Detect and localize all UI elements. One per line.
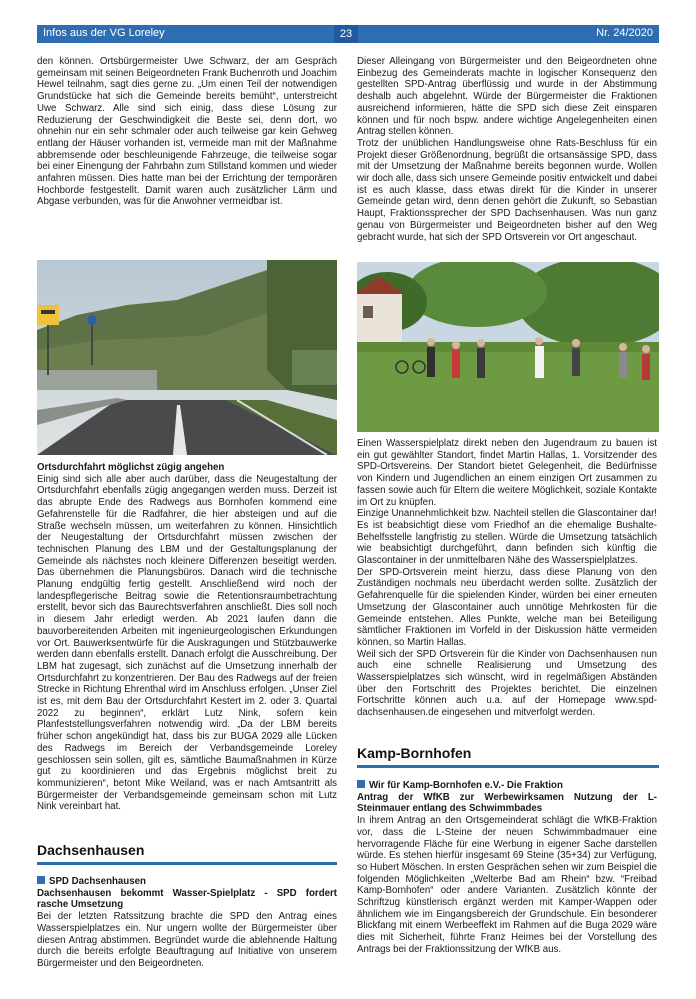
header-publication: Infos aus der VG Loreley [43, 27, 165, 39]
right-article-bottom [357, 438, 657, 719]
paragraph: Trotz der unüblichen Handlungsweise ohne Rats-Beschluss für ein Projekt dieser Größenordnung, begrüßt die ortsansässige SPD, dass mit der Umsetzung der Maßnahme bereits begonnen wurde. Wollen wir doch alle, dass sich unsere Gemeinde positiv entwickelt und dabei ist es auch klasse, dass etwas direkt für die Kinder in unserer Gemeinde getan wird, denn denen gehört die Zukunft, so Sebastian Haupt, Fraktionssprecher der SPD Dachsenhausen. Was nun ganz genau von Bürgermeister und Beigeordneten bisher auf den Weg gebracht wurde, hat sich der SPD Ortsverein vor Ort angeschaut. [357, 137, 657, 243]
group-photo [357, 262, 659, 432]
paragraph: Einzige Unannehmlichkeit bzw. Nachteil stellen die Glascontainer dar! Es ist beabsichtigt diese vom Friedhof an die ehemalige Bushalte-Behelfsstelle langfristig zu stellen. Würde die Umsetzung tatsächlich wie beabsichtigt durchgeführt, dann befinden sich künftig die Glascontainer in der unmittelbaren Nähe des Wasserspielplatzes. [357, 508, 657, 567]
paragraph: den können. Ortsbürgermeister Uwe Schwarz, der am Gespräch gemeinsam mit seinen Beigeordneten Frank Buchenroth und Joachim Hewel teilnahm, sagt dies gerne zu. „Um einen Teil der notwendigen Grundstücke hat sich die Gemeinde bereits bemüht“, unterstreicht Uwe Schwarz. Alle sind sich einig, dass diese Lösung zur Reduzierung der Geschwindigkeit die Beste sei, denn dort, wo ohnehin nur ein sehr schmaler oder auch teilweise gar kein Gehweg entlang der Häuser vorhanden ist, vermeide man mit der Maßnahme abbremsende oder beschleunigende Fahrzeuge, die teilweise sogar bei einer Einengung der Fahrbahn zum Stillstand kommen und wieder anfahren müssen. Dies hatte man bei der Errichtung der temporären Hochborde festgestellt. Damit waren auch zusätzlicher Lärm und Abgase verbunden, was für die Anwohner vermeidbar ist. [37, 56, 337, 208]
bullet-square-icon [37, 876, 45, 884]
paragraph: Der SPD-Ortsverein meint hierzu, dass diese Planung von den Zuständigen nochmals neu überdacht werden sollte. Zusätzlich der Gefahrenquelle für die spielenden Kinder, würden bei einer erneuten Umsetzung der Glascontainer auch unnötige Mehrkosten für die Gemeinde entstehen. Alles Punkte, welche man bei Beteiligung sämtlicher Fraktionen im Vorfeld in der Diskussion hätte vermeiden können, so Martin Hallas. [357, 566, 657, 648]
bullet-square-icon [357, 780, 365, 788]
section-rule [37, 862, 337, 865]
article-title: Antrag der WfKB zur Werbewirksamen Nutzung der L-Steinmauer entlang des Schwimmbades [357, 791, 657, 815]
road-photo [37, 260, 337, 455]
left-article-top [37, 56, 337, 208]
section-title-kamp-bornhofen: Kamp-Bornhofen [357, 745, 472, 761]
article-title: Dachsenhausen bekommt Wasser-Spielplatz - SPD fordert rasche Umsetzung [37, 887, 337, 911]
section-rule [357, 765, 659, 768]
header-page-number: 23 [334, 25, 358, 43]
paragraph: Einig sind sich alle aber auch darüber, dass die Neugestaltung der Ortsdurchfahrt ebenfalls zügig angegangen werden muss. Derzeit ist das abrupte Ende des Radwegs aus Bornhofen kommend eine Gefahrenstelle für die Radfahrer, die hier absteigen und auf die Straße wechseln müssen, um weiterfahren zu können. Hinsichtlich der Neugestaltung der Ortsdurchfahrt müssen zwischen der technischen Planung des LBM und der Gestaltungsplanung der Gemeinde als nächstes noch kleinere Differenzen beseitigt werden. Das übernehmen die Planungsbüros. Danach wird die technische Planung endgültig fertig gestellt. Anschließend wird noch der landespflegerische Beitrag sowie die Retentionsraumbetrachtung erstellt, bevor sich das Baurechtsverfahren anschließt. Dies soll noch in diesem Jahr erledigt werden. Ab 2021 laufen dann die bauvorbereitenden Arbeiten mit ingenieurgeologischen Erkundungen vor Ort. Bauwerksentwürfe für die Auskragungen und Stützbauwerke werden dann ebenfalls erstellt. Danach erfolgt die Ausschreibung. Der LBM hat zugesagt, sich zunächst auf die Umsetzung innerhalb der Ortsdurchfahrt zu konzentrieren. Der Bau des Radwegs auf der freien Strecke in Richtung Ehrenthal wird im Anschluss erfolgen. „Unser Ziel ist es, mit dem Bau der Ortsdurchfahrt Kestert im 2. oder 3. Quartal 2022 zu beginnen“, erklärt Lutz Nink, sofern kein Planfeststellungsverfahren notwendig wird. „Da der LBM bereits früher schon angekündigt hat, dass bis zur BUGA 2029 alle Lücken des Radwegs im Bereich der Verbandsgemeinde Loreley geschlossen sein sollen, gilt es, sämtliche Baumaßnahmen in Kürze gut zu koordinieren und das Ergebnis möglichst breit zu kommunizieren“, betont Mike Weiland, was er nach Amtsantritt als Bürgermeister der Verbandsgemeinde gemeinsam schon mit Lutz Nink vereinbart hat. [37, 473, 337, 813]
paragraph: In ihrem Antrag an den Ortsgemeinderat schlägt die WfKB-Fraktion vor, dass die L-Steine der neuen Schwimmbadmauer eine hervorragende Fläche für eine Werbung in eigener Sache darstellen würde. Es stehen hierfür insgesamt 69 Steine (35+34) zur Verfügung, so Hubert Möschen. In ersten Gesprächen sehen wir zum Beispiel die folgenden Möglichkeiten „Welterbe Bad am Rhein“ bzw. “Freibad Kamp-Bornhofen“ oder andere Varianten. Zusätzlich könnte der Schriftzug künstlerisch ergänzt werden mit Kamper-Wappen oder ähnlichem wie im Eingangsbereich der Grundschule. Ein besonderer Blickfang mit einem Werbeeffekt im Rahmen auf die Buga 2029 wäre dies mit Sicherheit, führte Franz Heimes bei der Vorstellung des Antrags bei der Fraktionssitzung der WfKB aus. [357, 815, 657, 955]
article-kicker: Wir für Kamp-Bornhofen e.V.- Die Fraktion [357, 780, 657, 792]
header-issue: Nr. 24/2020 [596, 27, 653, 39]
subheading: Ortsdurchfahrt möglichst zügig angehen [37, 462, 225, 473]
page-header [37, 25, 659, 43]
paragraph: Dieser Alleingang von Bürgermeister und den Beigeordneten ohne Einbezug des Gemeinderats machte in logischer Konsequenz den gestellten SPD-Antrag überflüssig und wurde in der Abstimmung deshalb auch abgelehnt. Würde der Bürgermeister die Fraktionen ausreichend informieren, hätte die SPD sich diese Zeit einsparen können und für noch bspw. andere wichtige Angelegenheiten einen Antrag stellen können. [357, 56, 657, 138]
article-kicker: SPD Dachsenhausen [37, 876, 337, 888]
paragraph: Weil sich der SPD Ortsverein für die Kinder von Dachsenhausen nun auch eine schnelle Realisierung und Umsetzung des Wasserspielplatzes sich wünscht, wird in regelmäßigen Abständen über den Fortschritt des Projektes berichtet. Die einzelnen Fortschritte können auch u.a. auf der Homepage www.spd-dachsenhausen.de eingesehen und mitverfolgt werden. [357, 648, 657, 719]
dachsenhausen-article [37, 876, 337, 970]
paragraph: Einen Wasserspielplatz direkt neben den Jugendraum zu bauen ist ein gut gewählter Standort, findet Martin Hallas, 1. Vorsitzender des SPD-Ortsvereins. Der Standort bietet Gelegenheit, die Bedürfnisse von Kindern und Jugendlichen an einem einzigen Ort zusammen zu fassen sowie auch für Eltern die weitere Möglichkeit, soziale Kontakte im Ort zu knüpfen. [357, 438, 657, 508]
right-article-top [357, 56, 657, 243]
paragraph: Bei der letzten Ratssitzung brachte die SPD den Antrag eines Wasserspielplatzes ein. Nur ungern wollte der Bürgermeister über diesen Antrag abstimmen. Begründet wurde die ablehnende Haltung durch die bereits erfolgte Beauftragung auf Initiative von unserem Bürgermeister und den Beigeordneten. [37, 911, 337, 969]
left-article-bottom [37, 462, 337, 813]
kamp-bornhofen-article [357, 780, 657, 956]
section-title-dachsenhausen: Dachsenhausen [37, 842, 145, 858]
